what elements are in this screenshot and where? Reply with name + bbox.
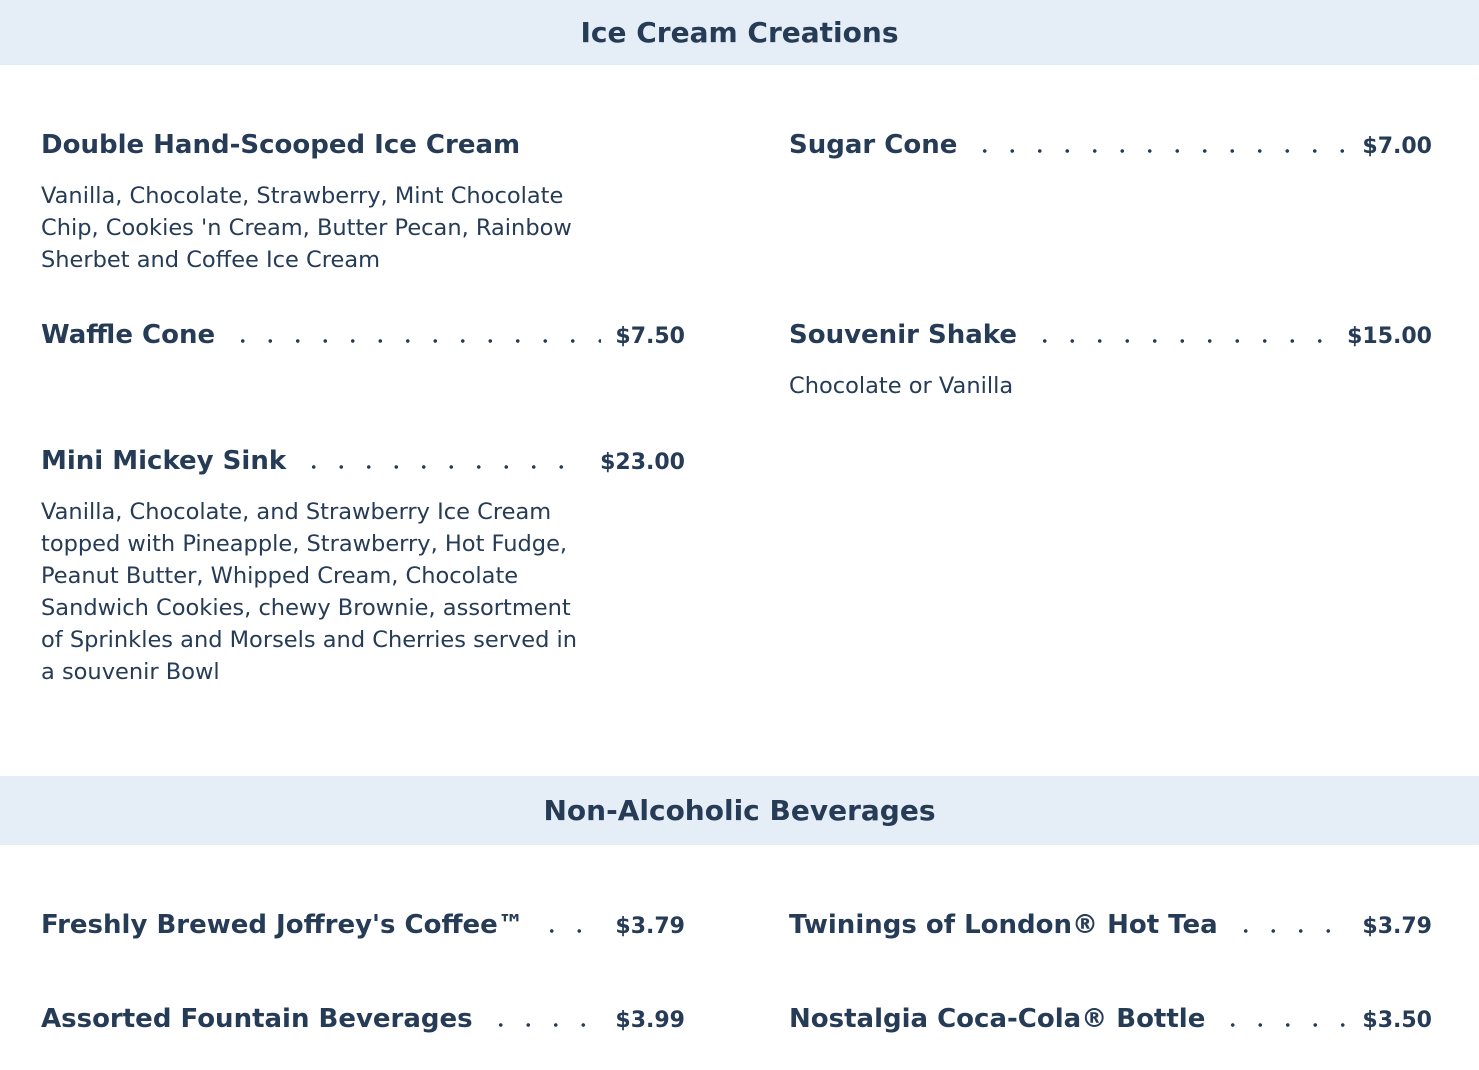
item-price: $23.00 [600, 450, 685, 475]
dot-leader [1031, 320, 1333, 350]
section-title: Ice Cream Creations [580, 16, 899, 49]
item-description: Vanilla, Chocolate, and Strawberry Ice Cream topped with Pineapple, Strawberry, Hot Fudge, Peanut Butter, Whipped Cream, Chocolate Sandwich Cookies, chewy Brownie, assortment of Sprinkles and Morsels and Cherries served in a souvenir Bowl [41, 499, 578, 685]
dot-leader [229, 320, 601, 350]
item-name: Souvenir Shake [789, 320, 1017, 350]
menu-item-coca-cola-bottle [789, 1004, 1432, 1040]
item-name: Double Hand-Scooped Ice Cream [41, 130, 521, 160]
dot-leader [487, 1004, 602, 1034]
item-price: $7.00 [1362, 134, 1432, 159]
menu-item-souvenir-shake [789, 320, 1432, 402]
menu-item-waffle-cone [41, 320, 685, 356]
item-name: Twinings of London® Hot Tea [789, 910, 1218, 940]
dot-leader [971, 130, 1348, 160]
section-header-beverages [0, 776, 1479, 845]
dot-leader [1219, 1004, 1348, 1034]
item-description: Chocolate or Vanilla [789, 373, 1014, 399]
menu-item-joffreys-coffee [41, 910, 685, 946]
dot-leader [538, 910, 602, 940]
item-name: Mini Mickey Sink [41, 446, 287, 476]
menu-item-sugar-cone [789, 130, 1432, 166]
item-name: Assorted Fountain Beverages [41, 1004, 473, 1034]
menu-item-mini-mickey-sink [41, 446, 685, 688]
section-header-ice-cream [0, 0, 1479, 65]
item-name: Freshly Brewed Joffrey's Coffee™ [41, 910, 524, 940]
dot-leader [1232, 910, 1349, 940]
item-price: $3.99 [615, 1008, 685, 1033]
item-price: $3.50 [1362, 1008, 1432, 1033]
item-name: Sugar Cone [789, 130, 958, 160]
item-name: Nostalgia Coca-Cola® Bottle [789, 1004, 1206, 1034]
menu-item-double-scoop [41, 130, 685, 276]
item-price: $3.79 [615, 914, 685, 939]
dot-leader [300, 446, 586, 476]
section-title: Non-Alcoholic Beverages [543, 794, 936, 827]
item-description: Vanilla, Chocolate, Strawberry, Mint Chocolate Chip, Cookies 'n Cream, Butter Pecan, Rainbow Sherbet and Coffee Ice Cream [41, 183, 572, 273]
item-price: $7.50 [615, 324, 685, 349]
item-price: $3.79 [1362, 914, 1432, 939]
menu-item-twinings-hot-tea [789, 910, 1432, 946]
menu-item-fountain-beverages [41, 1004, 685, 1040]
item-price: $15.00 [1347, 324, 1432, 349]
item-name: Waffle Cone [41, 320, 216, 350]
